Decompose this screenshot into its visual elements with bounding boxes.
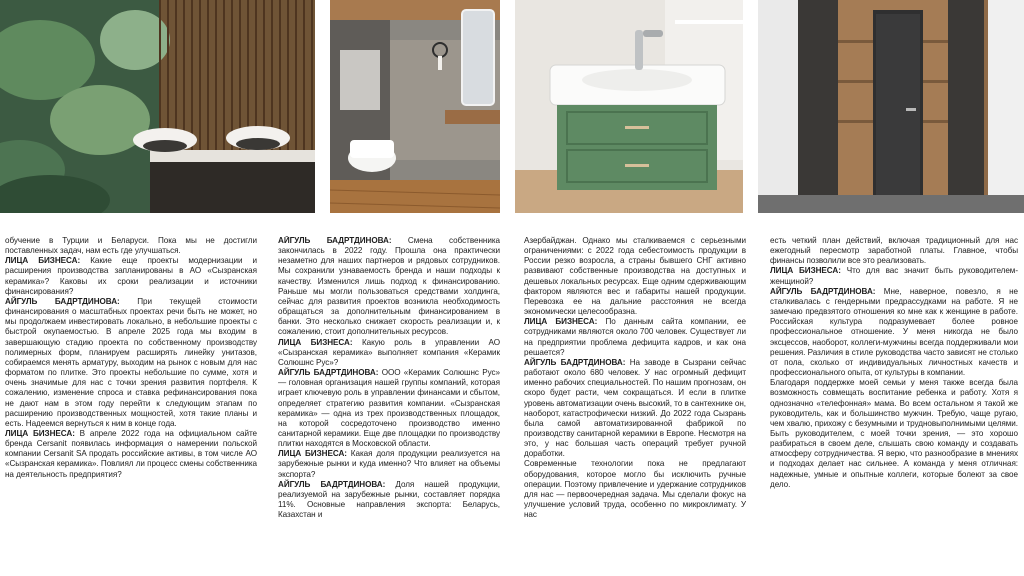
bathroom-vessel-sinks-photo [0, 0, 315, 213]
paragraph: АЙГУЛЬ БАДРТДИНОВА: На заводе в Сызрани сейчас работают около 680 человек. У нас огромный дефицит именно рабочих специальностей. По нашим прогнозам, он скоро будет расти, чем сокращаться. И если в плитке уровень автоматизации очень высокий, то в сантехнике он, наоборот, катастрофически низкий. До 2022 года Сызрань была самой автоматизированной фабрикой по производству санитарной керамики в Европе. Несмотря на это, у нас большая часть операций требует ручной доработки. [524, 357, 746, 459]
paragraph: ЛИЦА БИЗНЕСА: По данным сайта компании, ее сотрудниками являются около 700 человек. Существует ли на предприятии проблема дефицита кадров, и как она решается? [524, 317, 746, 357]
paragraph: АЙГУЛЬ БАДРТДИНОВА: Доля нашей продукции, реализуемой на зарубежные рынки, составляет порядка 11%. Основные направления экспорта: Беларусь, Казахстан и [278, 479, 500, 520]
toilet-mirror-photo [330, 0, 500, 213]
article-column-1 [5, 236, 257, 574]
paragraph: Благодаря поддержке моей семьи у меня также всегда была возможность совмещать воспитание ребенка и работу. Хотя я однозначно «телефонная» мама. Во всем остальном я такой же руководитель, как и большинство мужчин. Требую, чаще ругаю, чем хвалю, прихожу с безумными и трудновыполнимыми целями. Быть руководителем, с моей точки зрения, — это хорошо разбираться в своем деле, слышать свою команду и создавать атмосферу сотрудничества. Я верю, что разнообразие в мнениях и подходах делает нас сильнее. А команда у меня отличная: надежные, умные и опытные коллеги, которые болеют за свое дело. [770, 378, 1018, 489]
paragraph: обучение в Турции и Беларуси. Пока мы не достигли поставленных задач, нам есть где улучшаться. [5, 236, 257, 256]
paragraph: АЙГУЛЬ БАДРТДИНОВА: Мне, наверное, повезло, я не сталкивалась с гендерными предрассудками на работе. Я не замечаю предвзятого отношения ко мне как к женщине в работе. Российская культура подразумевает более ровное профессиональное отношение. У меня никогда не было эксцессов, наоборот, коллеги-мужчины всегда поддерживали мои решения. Различия в стиле руководства часто зависят не столько от пола, сколько от индивидуальных личностных качеств и профессионального опыта, от культуры в компании. [770, 286, 1018, 378]
paragraph: ЛИЦА БИЗНЕСА: Какие еще проекты модернизации и расширения производства запланированы в АО «Сызранская керамика»? Каковы их сроки реализации и источники финансирования? [5, 256, 257, 296]
paragraph: Современные технологии пока не предлагают оборудования, которое могло бы исключить ручные операции. Поэтому привлечение и удержание сотрудников для нас — первоочередная задача. Мы сделали фокус на улучшение условий труда, особенно по микроклимату. У нас [524, 459, 746, 520]
paragraph: АЙГУЛЬ БАДРТДИНОВА: Смена собственника закончилась в 2022 году. Прошла она практически незаметно для наших партнеров и рядовых сотрудников. Мы сохранили узнаваемость бренда и наши подходы к качеству. Изменился лишь подход к финансированию. Раньше мы могли пользоваться средствами холдинга, сейчас для развития проектов возникла необходимость обращаться за дополнительным финансированием в банки. Это несколько снижает скорость реализации и, к сожалению, стоит дополнительных ресурсов. [278, 236, 500, 337]
article-column-2 [278, 236, 500, 574]
paragraph: ЛИЦА БИЗНЕСА: Что для вас значит быть руководителем-женщиной? [770, 266, 1018, 286]
green-vanity-sink-photo [515, 0, 743, 213]
paragraph: Азербайджан. Однако мы сталкиваемся с серьезными ограничениями: с 2022 года себестоимость продукции в России резко возросла, а страны бывшего СНГ активно развивают собственные производства на доступных и дешевых локальных ресурсах. Еще одним сдерживающим фактором являются вес и габариты нашей продукции. Перевозка ее на дальние расстояния не всегда экономически целесообразна. [524, 236, 746, 317]
photo-strip [0, 0, 1024, 215]
paragraph: АЙГУЛЬ БАДРТДИНОВА: При текущей стоимости финансирования о масштабных проектах речи быть не может, но мы продолжаем инвестировать локально, в небольшие проекты с быстрой окупаемостью. В апреле 2025 года мы входим в завершающую стадию проекта по собственному производству полимерных форм, планируем расширять линейку унитазов, собираемся менять арматуру, выходим на рынок с новым для нас форматом по плитке. Это проекты небольшие по сумме, хотя и очень значимые для нас с точки зрения развития портфеля. К сожалению, изменение спроса и ставка рефинансирования пока не дают нам в этом году перейти к следующим этапам по расширению производственных мощностей, хотя такие планы и есть. Надеемся вернуться к ним в конце года. [5, 296, 257, 428]
paragraph: есть четкий план действий, включая традиционный для нас ежегодный пересмотр заработной платы. Главное, чтобы финансы позволили все это реализовать. [770, 236, 1018, 266]
article-column-4 [770, 236, 1018, 574]
paragraph: ЛИЦА БИЗНЕСА: В апреле 2022 года на официальном сайте бренда Cersanit появилась информация о намерении польской компании Cersanit SA продать российские активы, в том числе АО «Сызранская керамика». Повлиял ли процесс смены собственника на деятельность предприятия? [5, 428, 257, 479]
entrance-door-photo [758, 0, 1024, 213]
article-columns [0, 236, 1024, 574]
paragraph: АЙГУЛЬ БАДРТДИНОВА: ООО «Керамик Солюшнс Рус» — головная организация нашей группы компаний, которая играет ключевую роль в управлении финансами и сбытом, определяет стратегию развития компании. «Сызранская керамика» — одна из трех производственных площадок, на которой сосредоточено производство именно санитарной керамики. Еще две площадки по производству плитки находятся в Московской области. [278, 368, 500, 449]
article-column-3 [524, 236, 746, 574]
paragraph: ЛИЦА БИЗНЕСА: Какую роль в управлении АО «Сызранская керамика» выполняет компания «Керамик Солюшнс Рус»? [278, 337, 500, 367]
paragraph: ЛИЦА БИЗНЕСА: Какая доля продукции реализуется на зарубежные рынки и куда именно? Что влияет на объемы экспорта? [278, 449, 500, 479]
